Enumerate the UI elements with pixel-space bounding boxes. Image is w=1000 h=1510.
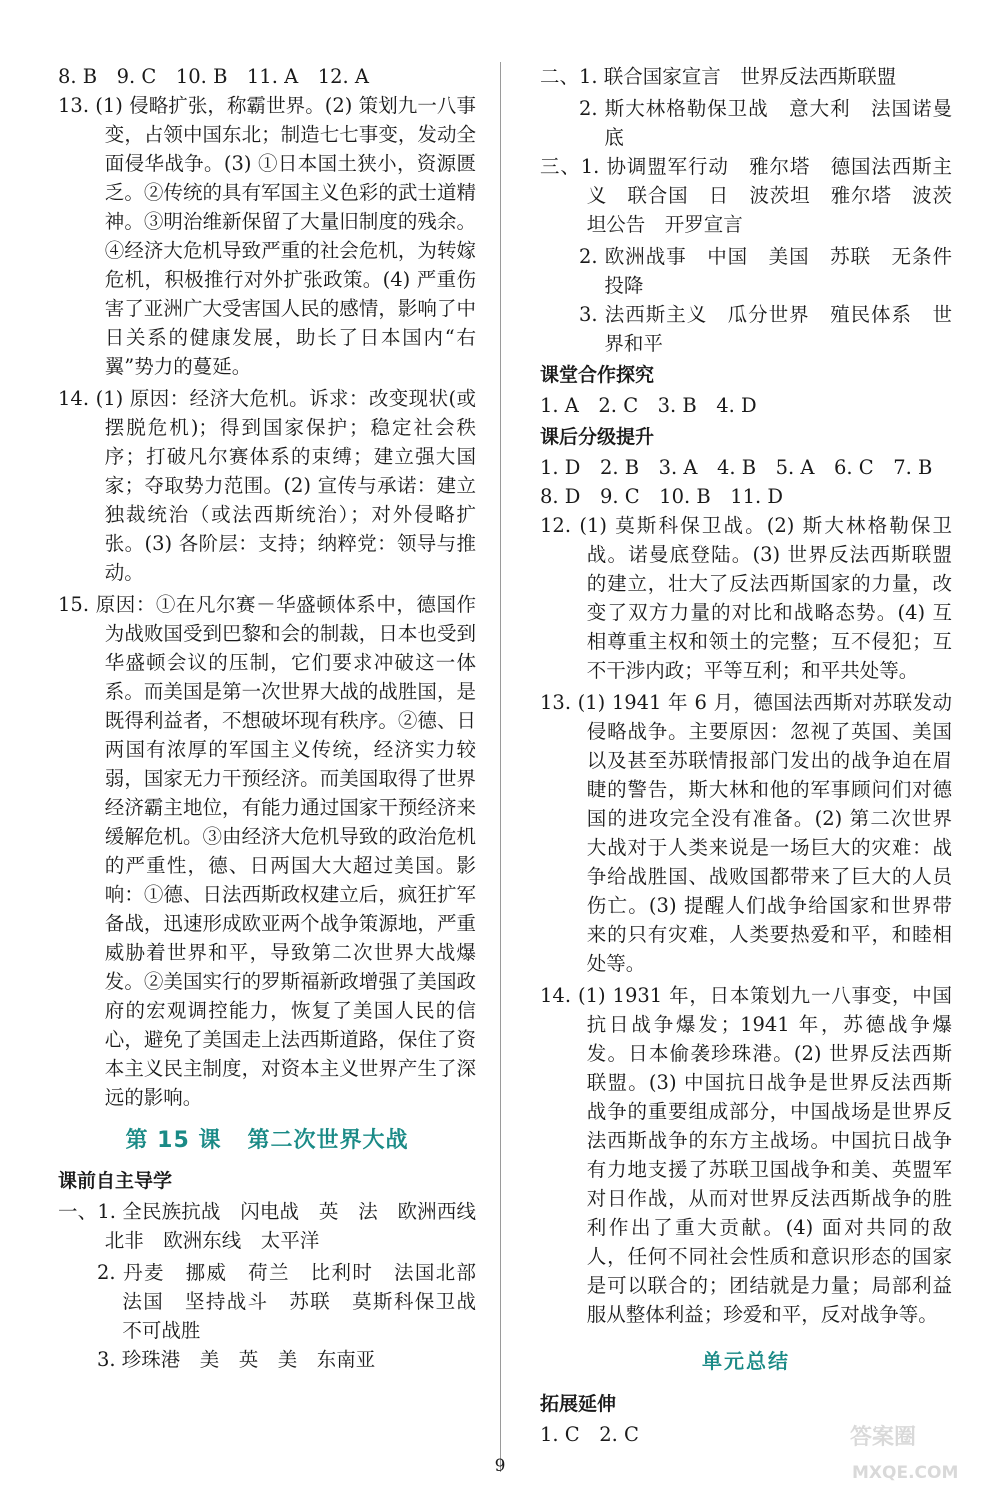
section-heading-pre-study: 课前自主导学	[58, 1170, 173, 1192]
cooperation-answers: 1. A 2. C 3. B 4. D	[540, 394, 757, 417]
column-divider	[500, 62, 501, 1472]
unit-summary-title: 单元总结	[702, 1349, 790, 1373]
question-13-answer: 13. (1) 1941 年 6 月，德国法西斯对苏联发动侵略战争。主要原因：忽视了英国、美国以及甚至苏联情报部门发出的战争迫在眉睫的警告，斯大林和他的军事顾问们对德国的进攻完全没有准备。(2) 第二次世界大战对于人类来说是一场巨大的灾难：战争给战胜国、战败国都带来了巨大的人员伤亡。(3) 提醒人们战争给国家和世界带来的只有灾难，人类要热爱和平，和睦相处等。	[540, 691, 952, 975]
lesson-number: 第 15 课	[125, 1128, 222, 1153]
section-3-item-2: 2. 欧洲战事 中国 美国 苏联 无条件投降	[579, 245, 952, 297]
question-15-answer: 15. 原因：①在凡尔赛－华盛顿体系中，德国作为战败国受到巴黎和会的制裁，日本也受到华盛顿会议的压制，它们要求冲破这一体系。而美国是第一次世界大战的战胜国，是既得利益者，不想破坏现有秩序。②德、日两国有浓厚的军国主义传统，经济实力较弱，国家无力干预经济。而美国取得了世界经济霸主地位，有能力通过国家干预经济来缓解危机。③由经济大危机导致的政治危机的严重性，德、日两国大大超过美国。影响：①德、日法西斯政权建立后，疯狂扩军备战，迅速形成欧亚两个战争策源地，严重威胁着世界和平，导致第二次世界大战爆发。②美国实行的罗斯福新政增强了美国政府的宏观调控能力，恢复了美国人民的信心，避免了美国走上法西斯道路，保住了资本主义民主制度，对资本主义世界产生了深远的影响。	[58, 593, 476, 1109]
section-heading-after-class: 课后分级提升	[540, 426, 655, 448]
section-1-item-1: 一、1. 全民族抗战 闪电战 英 法 欧洲西线 北非 欧洲东线 太平洋	[58, 1200, 496, 1252]
left-column	[58, 62, 496, 1374]
question-13-answer: 13. (1) 侵略扩张，称霸世界。(2) 策划九一八事变，占领中国东北；制造七七事变，发动全面侵华战争。(3) ①日本国土狭小，资源匮乏。②传统的具有军国主义色彩的武士道精神。③明治维新保留了大量旧制度的残余。④经济大危机导致严重的社会危机，为转嫁危机，积极推行对外扩张政策。(4) 严重伤害了亚洲广大受害国人民的感情，影响了中日关系的健康发展，助长了日本国内“右翼”势力的蔓延。	[58, 94, 476, 378]
section-2-item-1: 二、1. 联合国家宣言 世界反法西斯联盟	[540, 65, 897, 88]
after-class-answers-2: 8. D 9. C 10. B 11. D	[540, 485, 784, 508]
question-12-answer: 12. (1) 莫斯科保卫战。(2) 斯大林格勒保卫战。诺曼底登陆。(3) 世界反法西斯联盟的建立，壮大了反法西斯国家的力量，改变了双方力量的对比和战略态势。(4) 互相尊重主权和领土的完整；互不侵犯；互不干涉内政；平等互利；和平共处等。	[540, 514, 952, 682]
lesson-title	[58, 1126, 476, 1155]
section-heading-cooperation: 课堂合作探究	[540, 364, 655, 386]
section-3-item-3: 3. 法西斯主义 瓜分世界 殖民体系 世界和平	[579, 303, 952, 355]
section-heading-extension: 拓展延伸	[540, 1393, 617, 1415]
section-1-item-2: 2. 丹麦 挪威 荷兰 比利时 法国北部 法国 坚持战斗 苏联 莫斯科保卫战 不可战胜	[97, 1261, 496, 1342]
answer-line: 8. B 9. C 10. B 11. A 12. A	[58, 65, 369, 88]
section-3-item-1: 三、1. 协调盟军行动 雅尔塔 德国法西斯主义 联合国 日 波茨坦 雅尔塔 波茨坦公告 开罗宣言	[540, 155, 952, 236]
extension-answers: 1. C 2. C	[540, 1423, 639, 1446]
after-class-answers-1: 1. D 2. B 3. A 4. B 5. A 6. C 7. B	[540, 456, 933, 479]
svg-text:MXQE.COM: MXQE.COM	[852, 1463, 959, 1483]
svg-text:答案圈: 答案圈	[850, 1425, 917, 1450]
watermark-logo	[846, 1408, 966, 1490]
section-2-item-2: 2. 斯大林格勒保卫战 意大利 法国诺曼底	[579, 97, 952, 149]
page-number: 9	[494, 1456, 506, 1476]
question-14-answer: 14. (1) 1931 年，日本策划九一八事变，中国抗日战争爆发；1941 年，苏德战争爆发。日本偷袭珍珠港。(2) 世界反法西斯联盟。(3) 中国抗日战争是世界反法西斯战争的重要组成部分，中国战场是世界反法西斯战争的东方主战场。中国抗日战争有力地支援了苏联卫国战争和美、英盟军对日作战，从而对世界反法西斯战争的胜利作出了重大贡献。(4) 面对共同的敌人，任何不同社会性质和意识形态的国家是可以联合的；团结就是力量；局部利益服从整体利益；珍爱和平，反对战争等。	[540, 984, 952, 1326]
lesson-name: 第二次世界大战	[247, 1128, 409, 1153]
right-column	[540, 62, 952, 1449]
section-1-item-3: 3. 珍珠港 美 英 美 东南亚	[97, 1348, 376, 1371]
question-14-answer: 14. (1) 原因：经济大危机。诉求：改变现状(或摆脱危机)；得到国家保护；稳定社会秩序；打破凡尔赛体系的束缚；建立强大国家；夺取势力范围。(2) 宣传与承诺：建立独裁统治（或法西斯统治）；对外侵略扩张。(3) 各阶层：支持；纳粹党：领导与推动。	[58, 387, 476, 584]
